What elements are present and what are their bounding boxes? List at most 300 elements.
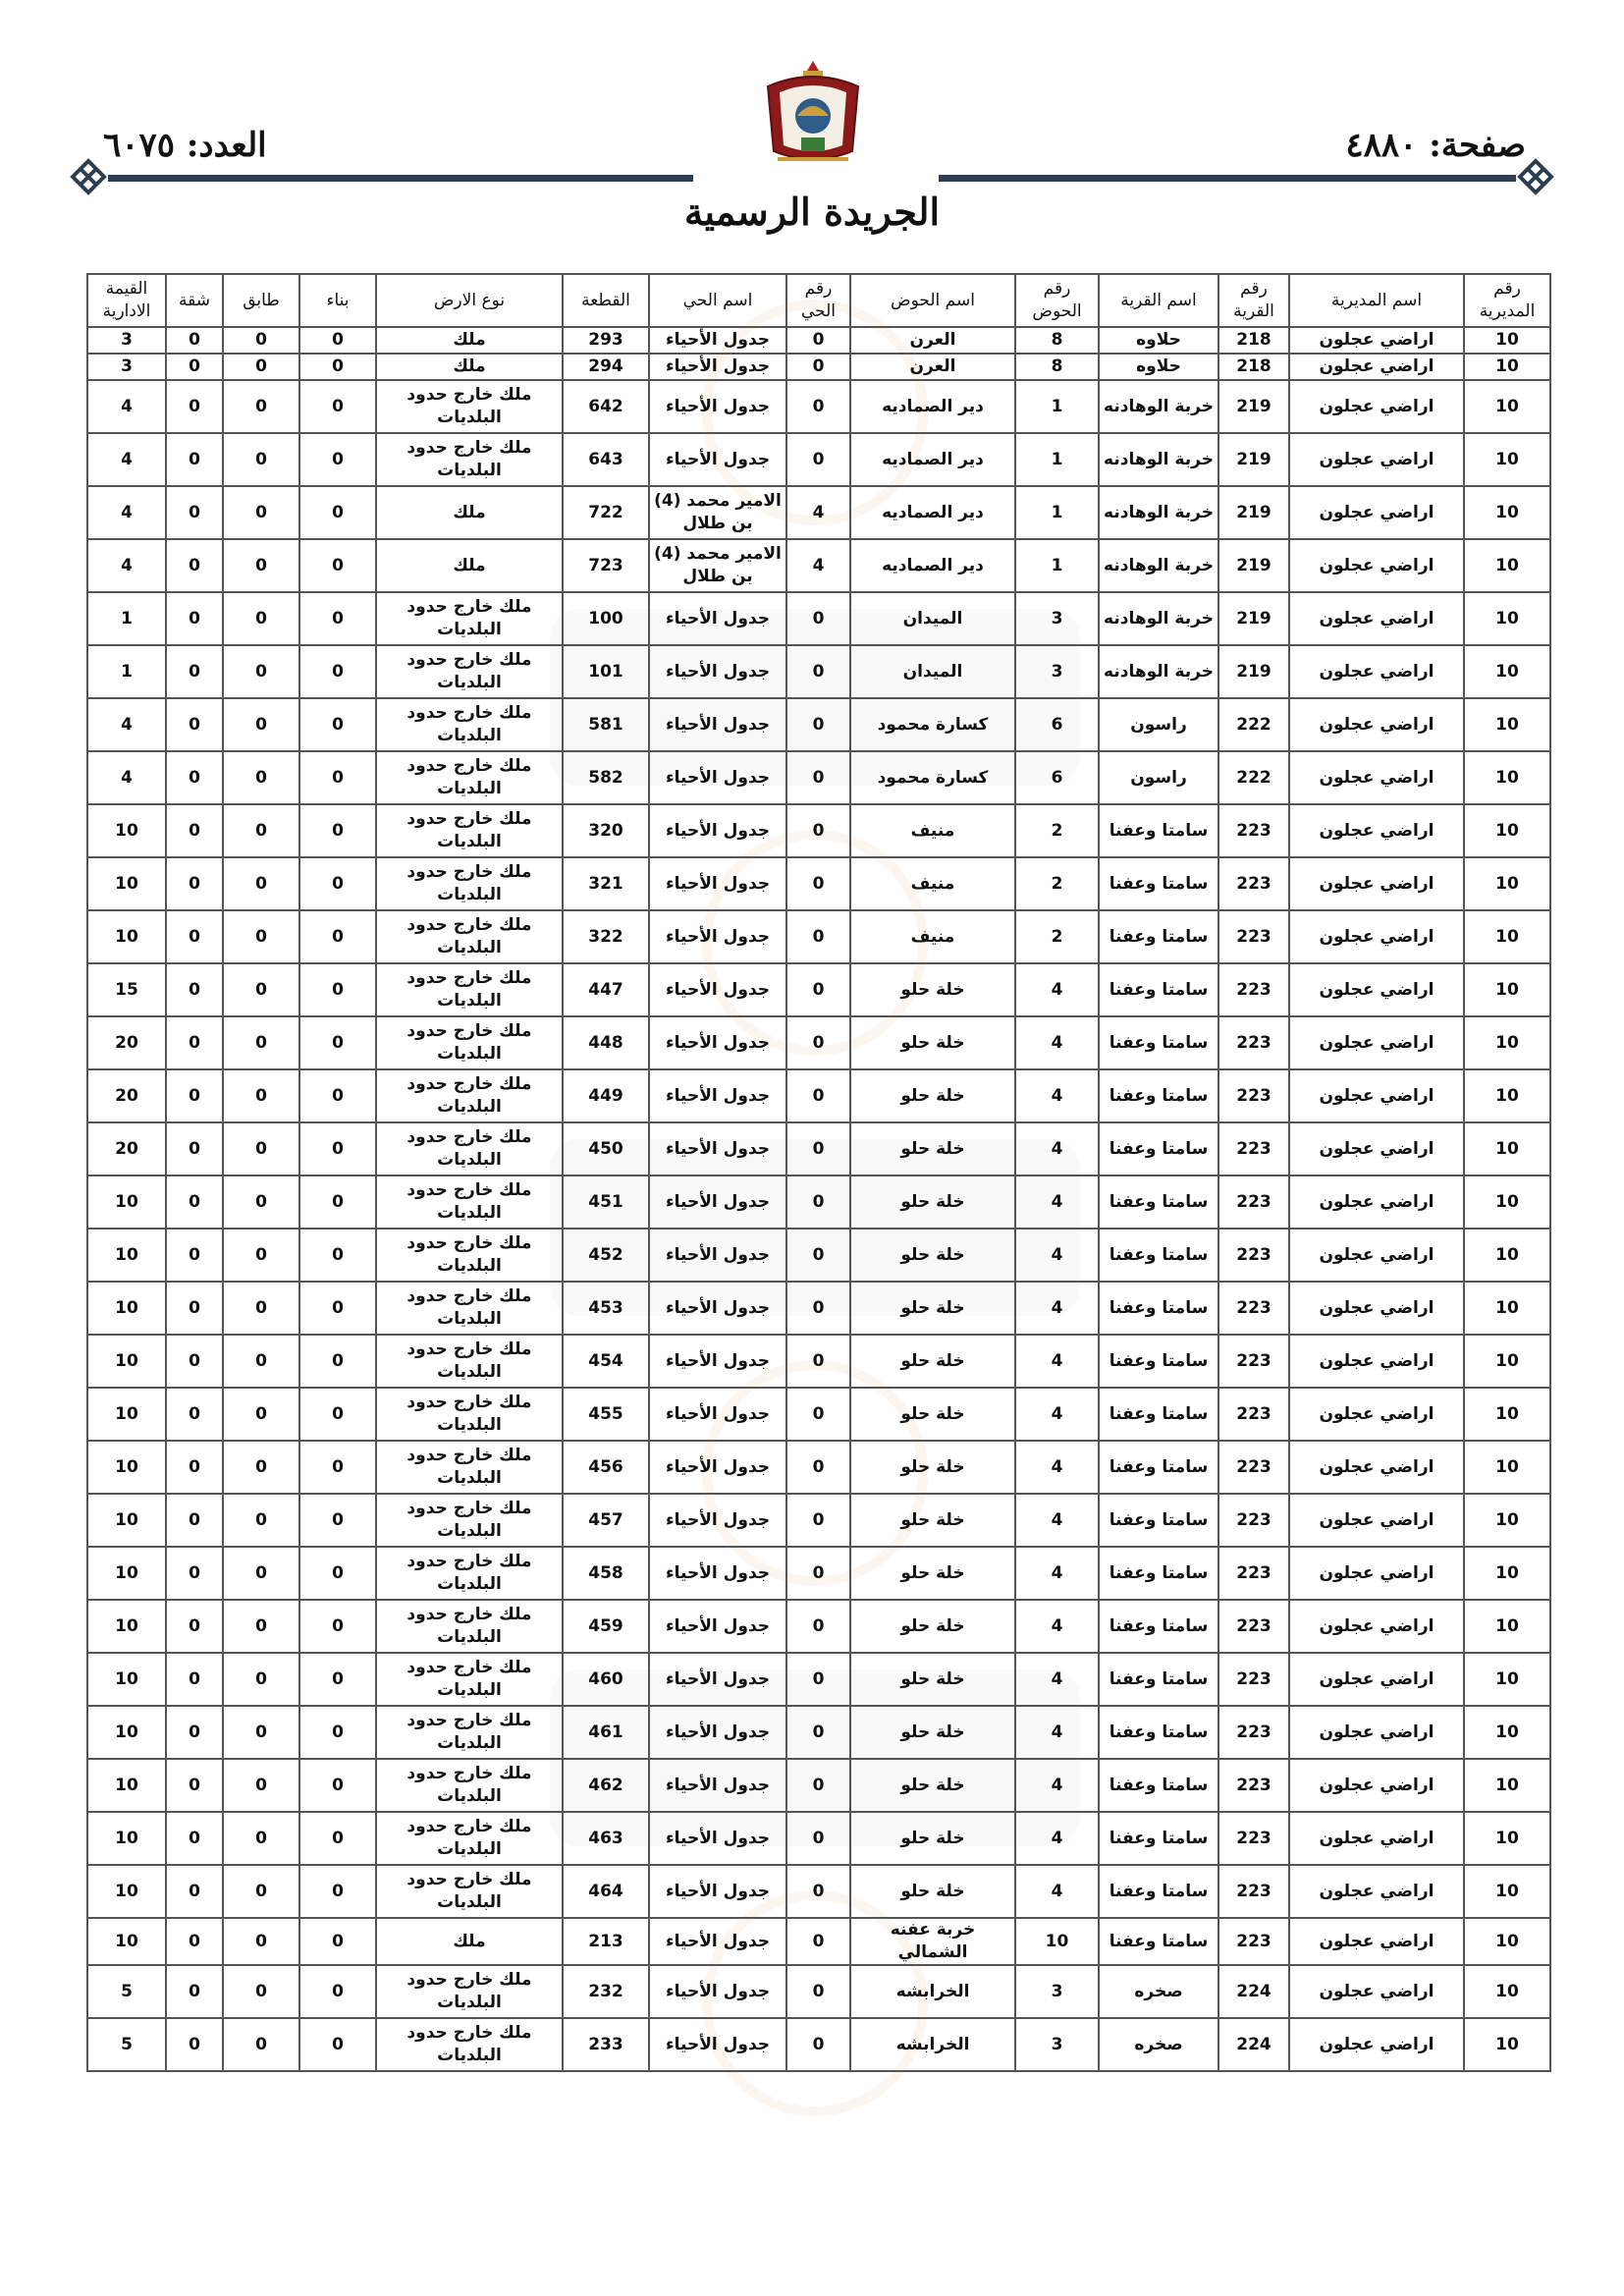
table-cell: اراضي عجلون <box>1289 1069 1464 1122</box>
table-cell: 0 <box>223 486 299 539</box>
table-cell: 0 <box>786 857 850 910</box>
table-cell: 3 <box>1015 645 1099 698</box>
table-cell: جدول الأحياء <box>649 645 786 698</box>
table-cell: 0 <box>166 1865 223 1918</box>
table-cell: 0 <box>223 1494 299 1547</box>
table-cell: سامتا وعفنا <box>1099 963 1218 1016</box>
table-cell: 224 <box>1218 2018 1289 2071</box>
table-cell: اراضي عجلون <box>1289 1759 1464 1812</box>
table-cell: خلة حلو <box>850 1229 1015 1282</box>
table-cell: اراضي عجلون <box>1289 539 1464 592</box>
table-body <box>87 327 1550 2071</box>
table-cell: 456 <box>563 1441 649 1494</box>
table-cell: جدول الأحياء <box>649 354 786 380</box>
col-header-district-no: رقم الحي <box>786 274 850 327</box>
table-cell: 0 <box>166 1069 223 1122</box>
col-header-apartment: شقة <box>166 274 223 327</box>
table-cell: 0 <box>166 1918 223 1965</box>
table-cell: 219 <box>1218 433 1289 486</box>
table-cell: 223 <box>1218 1812 1289 1865</box>
table-cell: خلة حلو <box>850 1494 1015 1547</box>
table-cell: 223 <box>1218 1759 1289 1812</box>
table-cell: اراضي عجلون <box>1289 1388 1464 1441</box>
table-cell: 0 <box>299 1175 376 1229</box>
table-cell: 3 <box>1015 1965 1099 2018</box>
table-cell: 722 <box>563 486 649 539</box>
table-cell: 459 <box>563 1600 649 1653</box>
table-cell: اراضي عجلون <box>1289 1016 1464 1069</box>
table-cell: 4 <box>1015 1812 1099 1865</box>
table-cell: 0 <box>786 804 850 857</box>
table-cell: 3 <box>1015 592 1099 645</box>
table-cell: اراضي عجلون <box>1289 592 1464 645</box>
table-cell: سامتا وعفنا <box>1099 1282 1218 1335</box>
table-cell: 223 <box>1218 1016 1289 1069</box>
table-cell: 101 <box>563 645 649 698</box>
table-cell: خلة حلو <box>850 1175 1015 1229</box>
table-cell: 3 <box>87 327 166 354</box>
table-cell: 10 <box>1464 1335 1550 1388</box>
table-cell: 0 <box>299 751 376 804</box>
table-cell: 0 <box>299 486 376 539</box>
table-cell: ملك خارج حدود البلديات <box>376 2018 563 2071</box>
table-cell: 4 <box>1015 1759 1099 1812</box>
table-cell: سامتا وعفنا <box>1099 1069 1218 1122</box>
table-cell: اراضي عجلون <box>1289 1812 1464 1865</box>
table-cell: خلة حلو <box>850 1069 1015 1122</box>
table-cell: الامير محمد (4) بن طلال <box>649 486 786 539</box>
table-row <box>87 1282 1550 1335</box>
table-cell: ملك خارج حدود البلديات <box>376 1653 563 1706</box>
table-cell: 10 <box>1464 1229 1550 1282</box>
table-cell: 0 <box>786 1388 850 1441</box>
table-cell: 223 <box>1218 1069 1289 1122</box>
table-cell: 223 <box>1218 910 1289 963</box>
table-cell: 0 <box>786 1812 850 1865</box>
table-cell: 10 <box>1464 1812 1550 1865</box>
col-header-basin-name: اسم الحوض <box>850 274 1015 327</box>
table-cell: 2 <box>1015 804 1099 857</box>
table-cell: 4 <box>1015 1865 1099 1918</box>
table-row <box>87 1918 1550 1965</box>
table-cell: خلة حلو <box>850 1016 1015 1069</box>
table-cell: 10 <box>1464 1965 1550 2018</box>
table-row <box>87 1494 1550 1547</box>
table-cell: اراضي عجلون <box>1289 1335 1464 1388</box>
col-header-building: بناء <box>299 274 376 327</box>
table-cell: 223 <box>1218 1547 1289 1600</box>
table-cell: 10 <box>1464 1759 1550 1812</box>
table-cell: 0 <box>299 1016 376 1069</box>
table-cell: 0 <box>223 698 299 751</box>
table-cell: 4 <box>87 486 166 539</box>
table-cell: 723 <box>563 539 649 592</box>
table-cell: ملك خارج حدود البلديات <box>376 804 563 857</box>
table-cell: 0 <box>299 698 376 751</box>
table-cell: 223 <box>1218 1865 1289 1918</box>
table-cell: اراضي عجلون <box>1289 804 1464 857</box>
table-cell: 0 <box>223 1865 299 1918</box>
table-cell: 452 <box>563 1229 649 1282</box>
table-row <box>87 1965 1550 2018</box>
table-cell: 10 <box>1464 486 1550 539</box>
table-cell: ملك خارج حدود البلديات <box>376 380 563 433</box>
table-cell: 0 <box>166 857 223 910</box>
table-cell: ملك خارج حدود البلديات <box>376 1175 563 1229</box>
table-cell: اراضي عجلون <box>1289 1229 1464 1282</box>
table-cell: 4 <box>87 539 166 592</box>
col-header-village-name: اسم القرية <box>1099 274 1218 327</box>
table-cell: اراضي عجلون <box>1289 963 1464 1016</box>
table-cell: 232 <box>563 1965 649 2018</box>
table-cell: 0 <box>299 1282 376 1335</box>
table-cell: 10 <box>1464 354 1550 380</box>
table-cell: ملك خارج حدود البلديات <box>376 1016 563 1069</box>
table-cell: 0 <box>223 1759 299 1812</box>
table-cell: 1 <box>1015 486 1099 539</box>
table-cell: 10 <box>1464 804 1550 857</box>
table-cell: 0 <box>223 857 299 910</box>
col-header-directorate-name: اسم المديرية <box>1289 274 1464 327</box>
table-cell: ملك خارج حدود البلديات <box>376 1494 563 1547</box>
table-cell: ملك خارج حدود البلديات <box>376 857 563 910</box>
table-cell: ملك خارج حدود البلديات <box>376 910 563 963</box>
table-row <box>87 1653 1550 1706</box>
table-cell: منيف <box>850 910 1015 963</box>
table-cell: سامتا وعفنا <box>1099 910 1218 963</box>
table-cell: 0 <box>299 327 376 354</box>
table-cell: 0 <box>166 1706 223 1759</box>
table-cell: 4 <box>1015 1388 1099 1441</box>
table-cell: سامتا وعفنا <box>1099 1229 1218 1282</box>
table-cell: 0 <box>786 1494 850 1547</box>
table-cell: اراضي عجلون <box>1289 1175 1464 1229</box>
table-cell: سامتا وعفنا <box>1099 1653 1218 1706</box>
table-cell: سامتا وعفنا <box>1099 1494 1218 1547</box>
table-cell: اراضي عجلون <box>1289 698 1464 751</box>
table-cell: 10 <box>1464 539 1550 592</box>
table-cell: 0 <box>223 380 299 433</box>
table-cell: 0 <box>223 1016 299 1069</box>
table-row <box>87 1865 1550 1918</box>
table-cell: خربة الوهادنه <box>1099 433 1218 486</box>
table-cell: 6 <box>1015 751 1099 804</box>
table-cell: 0 <box>786 1229 850 1282</box>
table-cell: 4 <box>1015 1016 1099 1069</box>
table-cell: 4 <box>87 698 166 751</box>
table-cell: 0 <box>166 698 223 751</box>
table-cell: 0 <box>166 1016 223 1069</box>
table-cell: 0 <box>166 2018 223 2071</box>
table-cell: خلة حلو <box>850 1547 1015 1600</box>
table-cell: 10 <box>87 1600 166 1653</box>
table-cell: 460 <box>563 1653 649 1706</box>
table-cell: 223 <box>1218 1494 1289 1547</box>
table-cell: 0 <box>166 910 223 963</box>
table-cell: جدول الأحياء <box>649 1016 786 1069</box>
page-number: صفحة: ٤٨٨٠ <box>1345 126 1526 165</box>
table-header-row <box>87 274 1550 327</box>
table-cell: 464 <box>563 1865 649 1918</box>
gazette-title: الجريدة الرسمية <box>683 190 941 234</box>
table-cell: 10 <box>1464 1865 1550 1918</box>
table-cell: جدول الأحياء <box>649 1069 786 1122</box>
table-cell: سامتا وعفنا <box>1099 1016 1218 1069</box>
table-cell: 0 <box>166 1229 223 1282</box>
table-cell: ملك خارج حدود البلديات <box>376 1706 563 1759</box>
table-cell: 10 <box>87 1388 166 1441</box>
table-cell: ملك خارج حدود البلديات <box>376 1600 563 1653</box>
table-cell: 0 <box>223 1282 299 1335</box>
table-cell: ملك خارج حدود البلديات <box>376 1229 563 1282</box>
table-cell: حلاوه <box>1099 354 1218 380</box>
table-cell: 4 <box>1015 1175 1099 1229</box>
table-cell: 10 <box>87 804 166 857</box>
table-cell: 5 <box>87 1965 166 2018</box>
table-cell: منيف <box>850 857 1015 910</box>
table-cell: سامتا وعفنا <box>1099 1388 1218 1441</box>
table-cell: 0 <box>786 1918 850 1965</box>
table-cell: الميدان <box>850 645 1015 698</box>
table-cell: 0 <box>299 1441 376 1494</box>
table-cell: 0 <box>166 486 223 539</box>
table-cell: سامتا وعفنا <box>1099 804 1218 857</box>
table-cell: خلة حلو <box>850 1653 1015 1706</box>
table-row <box>87 1547 1550 1600</box>
col-header-floor: طابق <box>223 274 299 327</box>
table-cell: 0 <box>786 1600 850 1653</box>
table-cell: اراضي عجلون <box>1289 2018 1464 2071</box>
table-cell: 10 <box>1464 1282 1550 1335</box>
table-cell: اراضي عجلون <box>1289 486 1464 539</box>
table-cell: 219 <box>1218 592 1289 645</box>
table-cell: 0 <box>223 1965 299 2018</box>
table-cell: 0 <box>786 1016 850 1069</box>
table-cell: ملك <box>376 1918 563 1965</box>
table-cell: 458 <box>563 1547 649 1600</box>
table-cell: 0 <box>299 1388 376 1441</box>
table-cell: 0 <box>223 804 299 857</box>
table-cell: جدول الأحياء <box>649 1388 786 1441</box>
table-cell: 10 <box>87 1175 166 1229</box>
table-cell: جدول الأحياء <box>649 1547 786 1600</box>
table-cell: راسون <box>1099 751 1218 804</box>
table-cell: دير الصماديه <box>850 486 1015 539</box>
table-cell: دير الصماديه <box>850 539 1015 592</box>
table-cell: 223 <box>1218 1653 1289 1706</box>
table-cell: 4 <box>1015 1653 1099 1706</box>
table-cell: 0 <box>299 1965 376 2018</box>
table-cell: الامير محمد (4) بن طلال <box>649 539 786 592</box>
table-cell: العرن <box>850 354 1015 380</box>
table-cell: 222 <box>1218 698 1289 751</box>
table-cell: جدول الأحياء <box>649 857 786 910</box>
table-cell: 10 <box>1464 380 1550 433</box>
table-cell: 0 <box>786 1547 850 1600</box>
table-cell: 0 <box>786 433 850 486</box>
table-cell: 0 <box>166 963 223 1016</box>
table-cell: 10 <box>87 1706 166 1759</box>
table-cell: 0 <box>223 539 299 592</box>
table-cell: كسارة محمود <box>850 698 1015 751</box>
table-cell: 582 <box>563 751 649 804</box>
table-row <box>87 645 1550 698</box>
table-cell: 0 <box>223 1441 299 1494</box>
table-row <box>87 327 1550 354</box>
table-cell: 4 <box>1015 1122 1099 1175</box>
table-cell: 643 <box>563 433 649 486</box>
table-cell: 10 <box>1464 1918 1550 1965</box>
table-cell: 0 <box>166 1653 223 1706</box>
table-cell: 0 <box>223 1229 299 1282</box>
table-cell: 4 <box>1015 1069 1099 1122</box>
table-cell: 10 <box>87 1759 166 1812</box>
table-cell: 642 <box>563 380 649 433</box>
table-cell: 0 <box>786 1653 850 1706</box>
table-cell: 10 <box>87 1335 166 1388</box>
coat-of-arms-icon <box>758 57 868 175</box>
table-row <box>87 380 1550 433</box>
table-row <box>87 1335 1550 1388</box>
table-cell: 0 <box>166 804 223 857</box>
table-cell: 0 <box>223 327 299 354</box>
table-cell: خلة حلو <box>850 1759 1015 1812</box>
header-rule-right <box>939 175 1516 182</box>
table-cell: 1 <box>87 592 166 645</box>
table-cell: اراضي عجلون <box>1289 1965 1464 2018</box>
table-cell: 4 <box>1015 1441 1099 1494</box>
table-cell: 10 <box>1464 1547 1550 1600</box>
table-cell: 0 <box>299 1706 376 1759</box>
table-cell: اراضي عجلون <box>1289 1122 1464 1175</box>
table-cell: جدول الأحياء <box>649 433 786 486</box>
table-cell: 10 <box>1464 1441 1550 1494</box>
table-cell: سامتا وعفنا <box>1099 1918 1218 1965</box>
table-cell: 0 <box>786 1759 850 1812</box>
table-cell: 10 <box>87 1282 166 1335</box>
table-cell: جدول الأحياء <box>649 2018 786 2071</box>
table-cell: 10 <box>1464 910 1550 963</box>
table-cell: 0 <box>299 433 376 486</box>
table-cell: جدول الأحياء <box>649 327 786 354</box>
table-cell: سامتا وعفنا <box>1099 1175 1218 1229</box>
table-cell: جدول الأحياء <box>649 698 786 751</box>
table-cell: 1 <box>1015 380 1099 433</box>
table-cell: 0 <box>223 1069 299 1122</box>
table-cell: 4 <box>786 539 850 592</box>
table-cell: ملك خارج حدود البلديات <box>376 1441 563 1494</box>
table-cell: خربة الوهادنه <box>1099 645 1218 698</box>
table-cell: سامتا وعفنا <box>1099 1759 1218 1812</box>
table-cell: 0 <box>786 1122 850 1175</box>
table-cell: 223 <box>1218 1335 1289 1388</box>
table-cell: 4 <box>87 751 166 804</box>
table-cell: 0 <box>166 1335 223 1388</box>
table-cell: 0 <box>786 1069 850 1122</box>
table-cell: 0 <box>166 327 223 354</box>
table-cell: اراضي عجلون <box>1289 1441 1464 1494</box>
table-cell: جدول الأحياء <box>649 804 786 857</box>
table-cell: 0 <box>299 1494 376 1547</box>
land-value-table <box>86 273 1551 2072</box>
table-row <box>87 751 1550 804</box>
table-cell: 4 <box>1015 1706 1099 1759</box>
table-cell: 4 <box>1015 1282 1099 1335</box>
table-cell: اراضي عجلون <box>1289 1918 1464 1965</box>
table-cell: 293 <box>563 327 649 354</box>
table-cell: 0 <box>223 592 299 645</box>
table-cell: 457 <box>563 1494 649 1547</box>
table-cell: 0 <box>299 1069 376 1122</box>
table-row <box>87 1706 1550 1759</box>
table-cell: جدول الأحياء <box>649 1282 786 1335</box>
table-cell: 0 <box>223 1175 299 1229</box>
table-cell: ملك خارج حدود البلديات <box>376 1965 563 2018</box>
table-cell: اراضي عجلون <box>1289 1600 1464 1653</box>
table-cell: 10 <box>87 1865 166 1918</box>
table-cell: 0 <box>299 1122 376 1175</box>
table-cell: 10 <box>1464 2018 1550 2071</box>
table-row <box>87 857 1550 910</box>
table-cell: 0 <box>299 857 376 910</box>
table-cell: 0 <box>166 1282 223 1335</box>
table-cell: خلة حلو <box>850 1865 1015 1918</box>
table-cell: 3 <box>87 354 166 380</box>
table-cell: 10 <box>1464 1069 1550 1122</box>
table-cell: سامتا وعفنا <box>1099 1706 1218 1759</box>
table-cell: 223 <box>1218 857 1289 910</box>
table-cell: 6 <box>1015 698 1099 751</box>
table-cell: جدول الأحياء <box>649 1918 786 1965</box>
table-cell: 4 <box>1015 1335 1099 1388</box>
table-cell: 10 <box>1464 698 1550 751</box>
table-cell: 4 <box>1015 1494 1099 1547</box>
table-cell: 10 <box>1464 1388 1550 1441</box>
table-row <box>87 1175 1550 1229</box>
table-cell: جدول الأحياء <box>649 751 786 804</box>
table-cell: 223 <box>1218 1282 1289 1335</box>
table-cell: اراضي عجلون <box>1289 354 1464 380</box>
table-cell: 0 <box>786 1965 850 2018</box>
table-cell: 4 <box>87 380 166 433</box>
table-cell: 322 <box>563 910 649 963</box>
col-header-admin-value: القيمة الادارية <box>87 274 166 327</box>
table-cell: 10 <box>1464 1494 1550 1547</box>
table-cell: سامتا وعفنا <box>1099 1122 1218 1175</box>
table-cell: جدول الأحياء <box>649 1441 786 1494</box>
table-cell: ملك خارج حدود البلديات <box>376 698 563 751</box>
table-cell: 10 <box>1464 1016 1550 1069</box>
table-cell: 0 <box>166 354 223 380</box>
table-cell: منيف <box>850 804 1015 857</box>
table-cell: خلة حلو <box>850 1335 1015 1388</box>
table-cell: 0 <box>223 1122 299 1175</box>
table-cell: 450 <box>563 1122 649 1175</box>
table-cell: 10 <box>87 1812 166 1865</box>
table-cell: العرن <box>850 327 1015 354</box>
table-cell: الخرابشه <box>850 2018 1015 2071</box>
table-cell: 10 <box>1464 327 1550 354</box>
table-cell: 10 <box>87 1918 166 1965</box>
table-cell: اراضي عجلون <box>1289 1653 1464 1706</box>
table-cell: 0 <box>223 645 299 698</box>
table-cell: 0 <box>299 1812 376 1865</box>
table-cell: 0 <box>299 1335 376 1388</box>
table-cell: 10 <box>87 1547 166 1600</box>
table-cell: 321 <box>563 857 649 910</box>
table-cell: 10 <box>1464 592 1550 645</box>
table-cell: خلة حلو <box>850 963 1015 1016</box>
